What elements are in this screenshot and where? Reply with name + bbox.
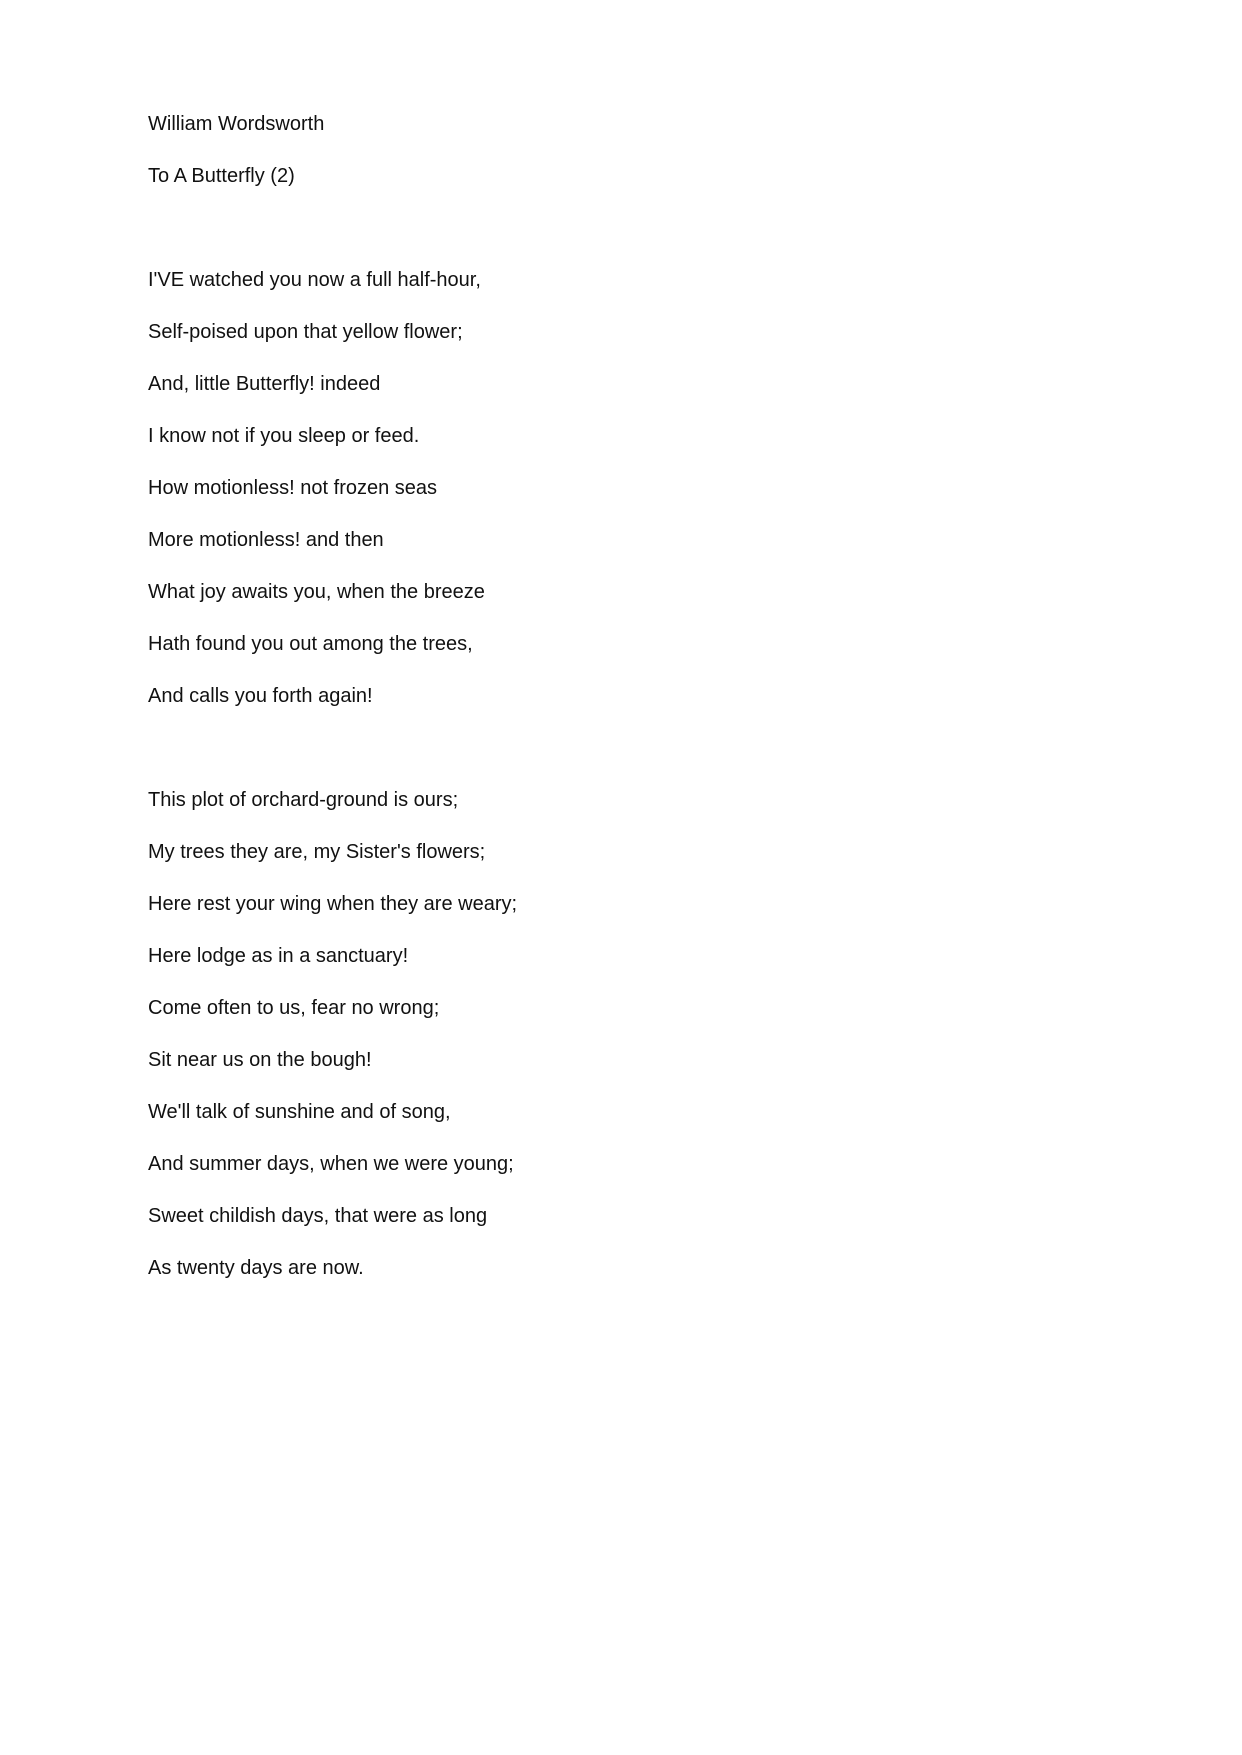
spacer <box>148 214 1128 266</box>
poem-line: More motionless! and then <box>148 529 384 551</box>
poem-line: I know not if you sleep or feed. <box>148 425 420 447</box>
stanza-2 <box>148 786 1128 1306</box>
poem-line: How motionless! not frozen seas <box>148 477 438 499</box>
poem-line: Self-poised upon that yellow flower; <box>148 321 463 343</box>
poem-line: I'VE watched you now a full half-hour, <box>148 269 481 291</box>
poem-line: My trees they are, my Sister's flowers; <box>148 841 486 863</box>
poem-title: To A Butterfly (2) <box>148 165 295 187</box>
poem-line: And calls you forth again! <box>148 685 373 707</box>
poem-line: Sweet childish days, that were as long <box>148 1205 488 1227</box>
poem-line: Hath found you out among the trees, <box>148 633 473 655</box>
poem-line: This plot of orchard-ground is ours; <box>148 789 459 811</box>
poem-line: What joy awaits you, when the breeze <box>148 581 485 603</box>
poem-line: Here rest your wing when they are weary; <box>148 893 518 915</box>
poem-text <box>148 110 1128 1306</box>
author-name: William Wordsworth <box>148 113 325 135</box>
stanza-break <box>148 734 1128 786</box>
stanza-1 <box>148 266 1128 734</box>
poem-line: Come often to us, fear no wrong; <box>148 997 440 1019</box>
poem-line: And summer days, when we were young; <box>148 1153 514 1175</box>
poem-line: As twenty days are now. <box>148 1257 364 1279</box>
poem-line: Here lodge as in a sanctuary! <box>148 945 409 967</box>
poem-line: Sit near us on the bough! <box>148 1049 372 1071</box>
poem-line: And, little Butterfly! indeed <box>148 373 381 395</box>
poem-line: We'll talk of sunshine and of song, <box>148 1101 451 1123</box>
